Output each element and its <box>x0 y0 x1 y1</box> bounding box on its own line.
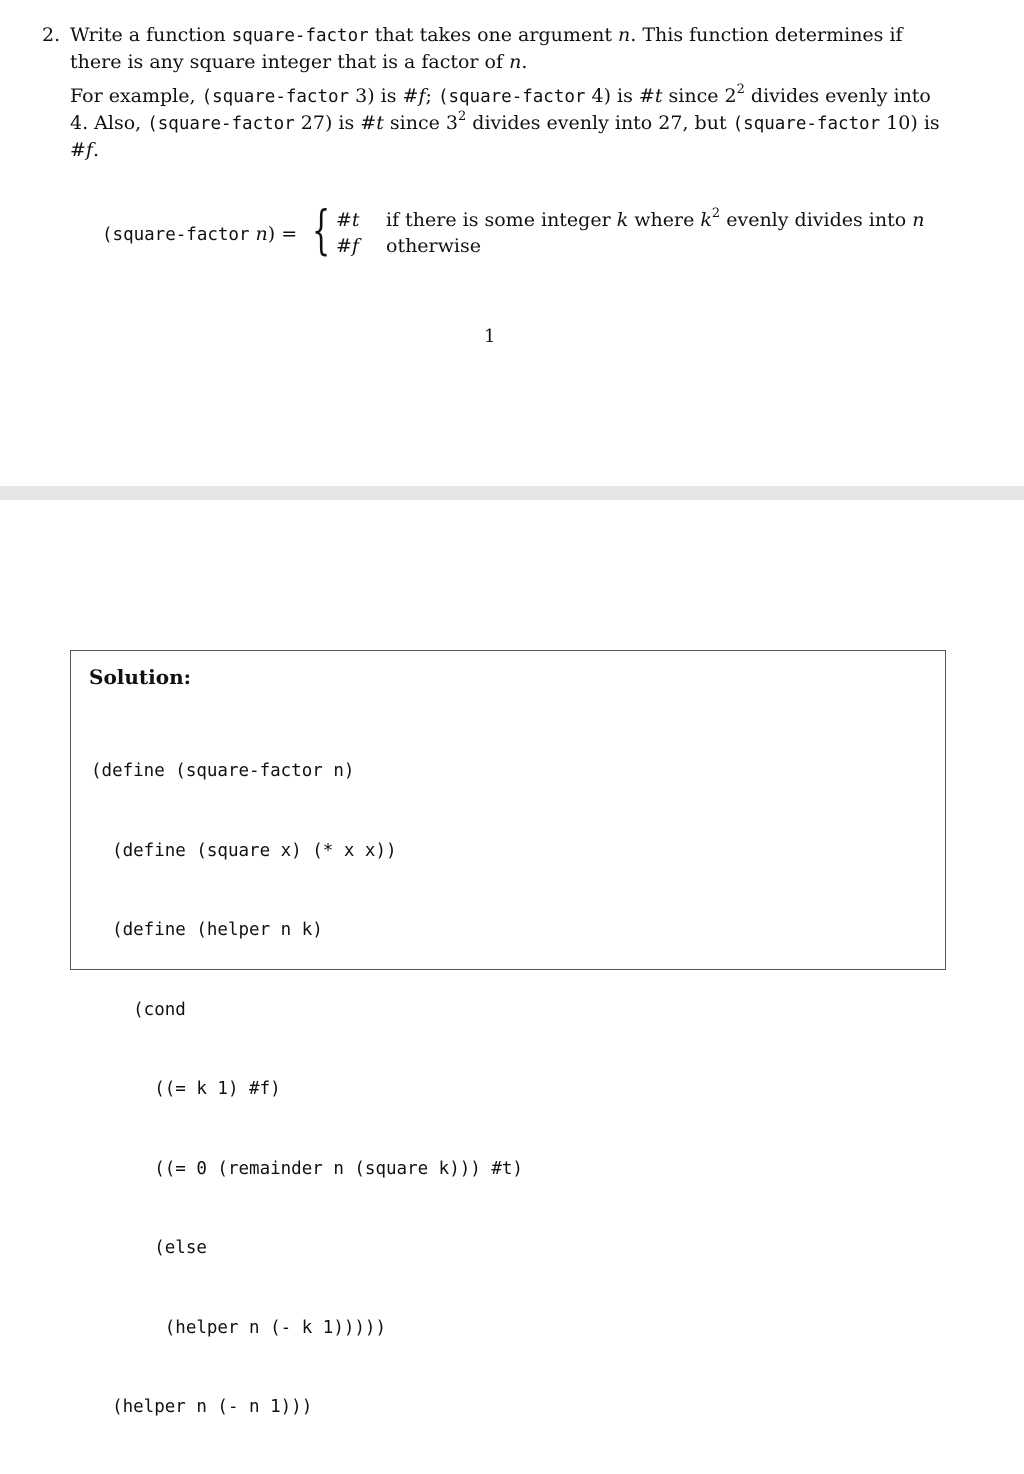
code-line: (define (square x) (* x x)) <box>91 840 397 861</box>
text: . <box>92 139 99 161</box>
var-n: n <box>912 209 925 231</box>
code-line: (helper n (- k 1))))) <box>91 1317 387 1338</box>
text: 3) <box>349 85 375 107</box>
text: For example, <box>70 85 202 107</box>
var-n: n <box>249 223 268 245</box>
var-k: k <box>700 209 712 231</box>
code-call: (square-factor <box>732 114 881 134</box>
text: 27) <box>294 112 333 134</box>
text: . <box>521 51 528 73</box>
code-call: (square-factor <box>437 87 586 107</box>
text: evenly divides into <box>720 209 913 231</box>
text: ) = <box>267 223 298 245</box>
bool-value: #f <box>70 139 93 161</box>
page-number: 1 <box>484 326 496 347</box>
problem-paragraph-2 <box>70 83 950 163</box>
var-n: n <box>618 24 631 46</box>
case-false <box>336 235 481 257</box>
text: if there is some integer <box>386 209 617 231</box>
text: . This function determines if there is any square integer that is a factor of <box>70 24 903 73</box>
text: where <box>628 209 701 231</box>
left-brace: { <box>312 201 331 261</box>
text: divides evenly into 27, but <box>466 112 733 134</box>
case-true <box>336 205 925 231</box>
problem-number: 2. <box>42 24 61 46</box>
text: since 2 <box>662 85 737 107</box>
code-line: (helper n (- n 1))) <box>91 1397 313 1417</box>
text: otherwise <box>386 235 481 257</box>
text: 4) <box>585 85 612 107</box>
problem-paragraph-1 <box>70 22 950 75</box>
text: ; <box>425 85 438 107</box>
function-name: square-factor <box>231 26 369 46</box>
text: 10) <box>880 112 918 134</box>
page-one <box>0 0 1024 486</box>
text: is <box>611 85 639 107</box>
var-k: k <box>616 209 629 231</box>
solution-box <box>70 650 946 1417</box>
code-line: (define (helper n k) <box>91 920 323 940</box>
page-divider <box>0 486 1024 500</box>
text: is <box>917 112 940 134</box>
code-line: (define (square-factor n) <box>91 761 355 781</box>
problem-statement <box>42 22 950 163</box>
exponent: 2 <box>457 108 467 124</box>
bool-value: #t <box>360 112 384 134</box>
piecewise-lhs <box>102 223 297 245</box>
solution-code <box>91 705 523 1474</box>
bool-value: #f <box>336 235 359 257</box>
bool-value: #t <box>336 209 360 231</box>
code-line: (else <box>91 1238 207 1258</box>
code-line: ((= k 1) #f) <box>91 1079 281 1099</box>
text: Write a function <box>70 24 232 46</box>
var-n: n <box>509 51 522 73</box>
exponent: 2 <box>736 81 745 97</box>
text: since 3 <box>383 112 458 134</box>
bool-value: #f <box>402 85 426 107</box>
code-call: (square-factor <box>102 225 250 245</box>
code-line: (cond <box>91 999 186 1020</box>
code-call: (square-factor <box>201 87 350 107</box>
exponent: 2 <box>711 205 721 221</box>
bool-value: #t <box>638 85 663 107</box>
text: is <box>374 85 403 107</box>
text: that takes one argument <box>368 24 619 46</box>
text: is <box>332 112 361 134</box>
code-line: ((= 0 (remainder n (square k))) #t) <box>91 1158 523 1179</box>
solution-title: Solution: <box>89 665 192 689</box>
piecewise-definition <box>102 201 925 265</box>
text: divides evenly into 4. Also, <box>70 85 931 134</box>
code-call: (square-factor <box>147 114 295 134</box>
